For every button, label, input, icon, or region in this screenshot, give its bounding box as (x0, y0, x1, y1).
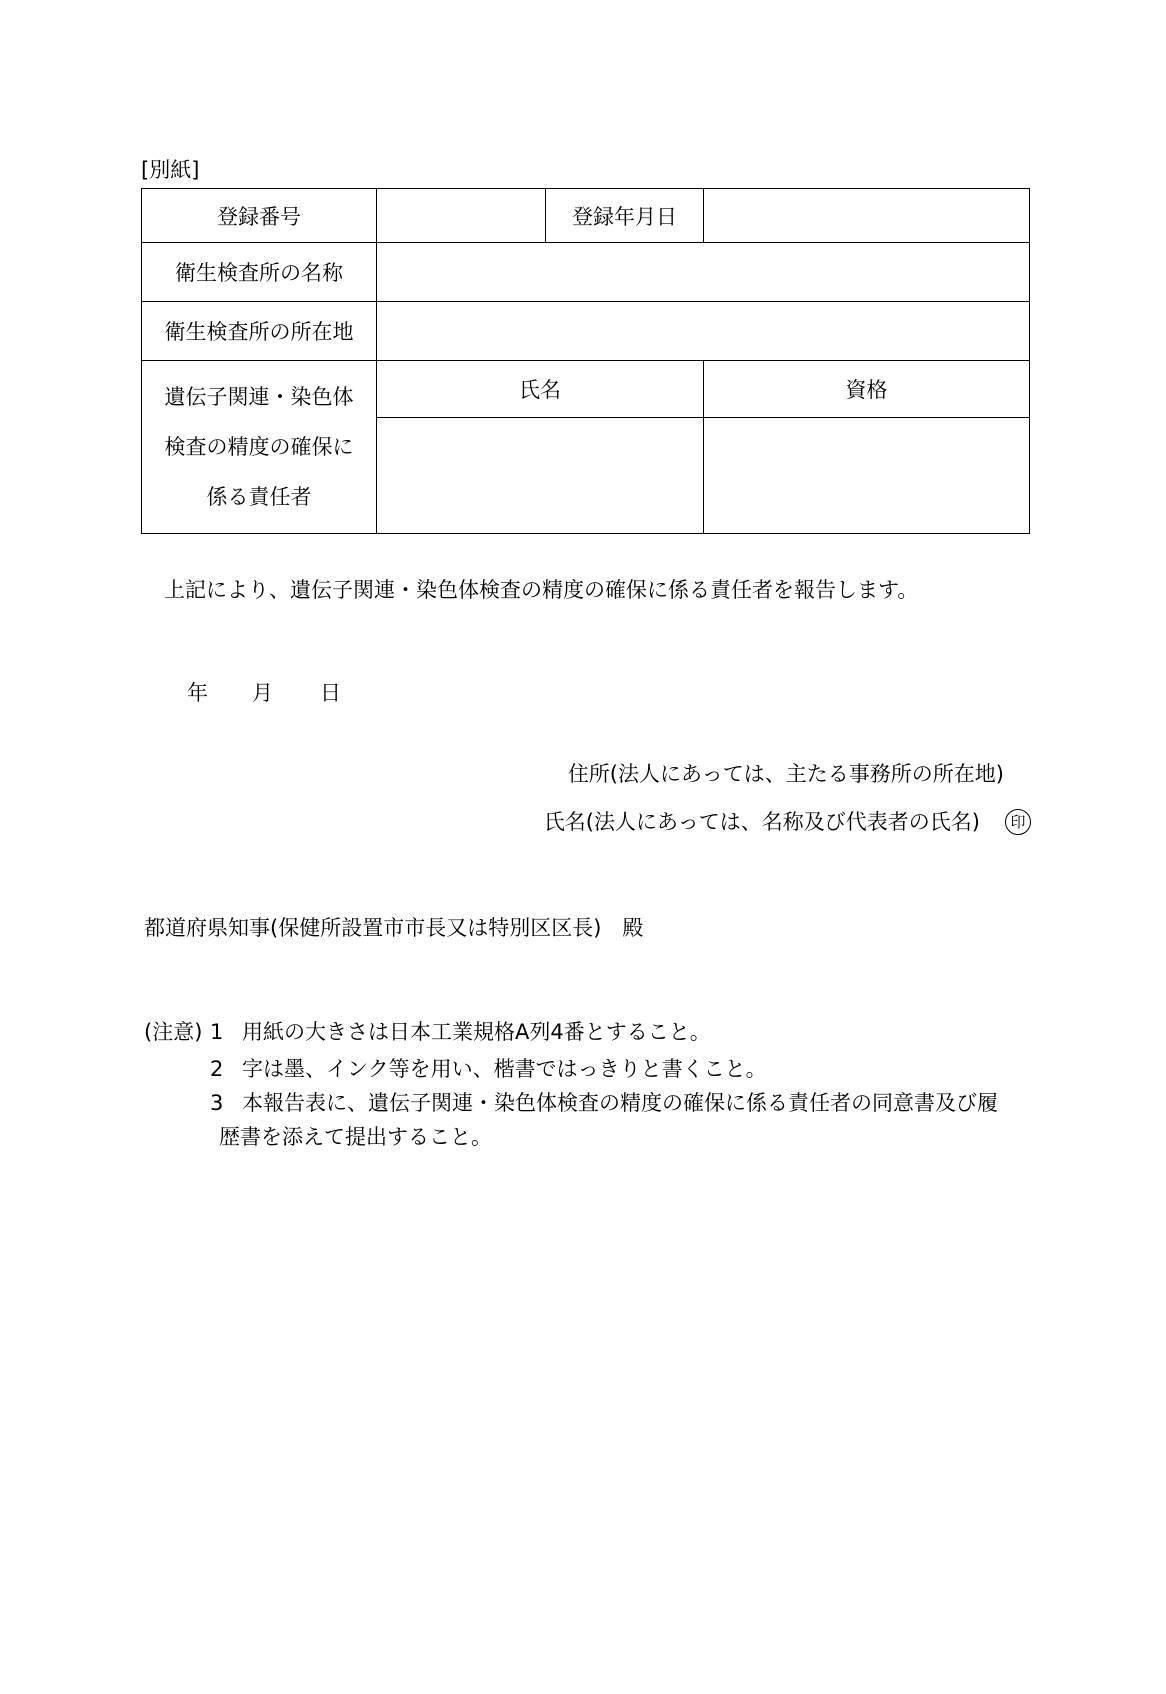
label-line: 係る責任者 (206, 485, 312, 509)
note-number: 3 (210, 1091, 224, 1115)
note-text: 本報告表に、遺伝子関連・染色体検査の精度の確保に係る責任者の同意書及び履 (242, 1091, 998, 1115)
addressee: 都道府県知事(保健所設置市市長又は特別区区長) 殿 (144, 916, 644, 940)
label-line: 検査の精度の確保に (164, 435, 354, 459)
registration-number-label: 登録番号 (142, 189, 377, 243)
responsible-person-label (142, 361, 377, 534)
note-number: 2 (210, 1057, 224, 1081)
lab-address-field[interactable] (377, 302, 1030, 361)
seal-mark-icon: 印 (1005, 809, 1031, 835)
qualification-field[interactable] (704, 418, 1030, 534)
name-field[interactable] (377, 418, 704, 534)
registration-date-label: 登録年月日 (546, 189, 704, 243)
statement: 上記により、遺伝子関連・染色体検査の精度の確保に係る責任者を報告します。 (164, 578, 919, 602)
lab-name-label: 衛生検査所の名称 (142, 243, 377, 302)
label-line: 遺伝子関連・染色体 (164, 385, 354, 409)
date-year: 年 (187, 681, 208, 705)
name-header: 氏名 (377, 361, 704, 418)
notes-heading: (注意) (144, 1020, 203, 1044)
address-line: 住所(法人にあっては、主たる事務所の所在地) (567, 762, 1004, 786)
note-text: 字は墨、インク等を用い、楷書ではっきりと書くこと。 (242, 1057, 767, 1081)
registration-number-field[interactable] (377, 189, 546, 243)
qualification-header: 資格 (704, 361, 1030, 418)
lab-name-field[interactable] (377, 243, 1030, 302)
note-text-continuation: 歴書を添えて提出すること。 (219, 1125, 492, 1149)
note-text: 用紙の大きさは日本工業規格A列4番とすること。 (242, 1020, 711, 1044)
attachment-label: [別紙] (141, 158, 200, 182)
note-number: 1 (210, 1020, 224, 1044)
date-month: 月 (252, 681, 273, 705)
date-day: 日 (320, 681, 341, 705)
report-table (141, 188, 1030, 534)
registration-date-field[interactable] (704, 189, 1030, 243)
name-line: 氏名(法人にあっては、名称及び代表者の氏名) (543, 810, 980, 834)
lab-address-label: 衛生検査所の所在地 (142, 302, 377, 361)
